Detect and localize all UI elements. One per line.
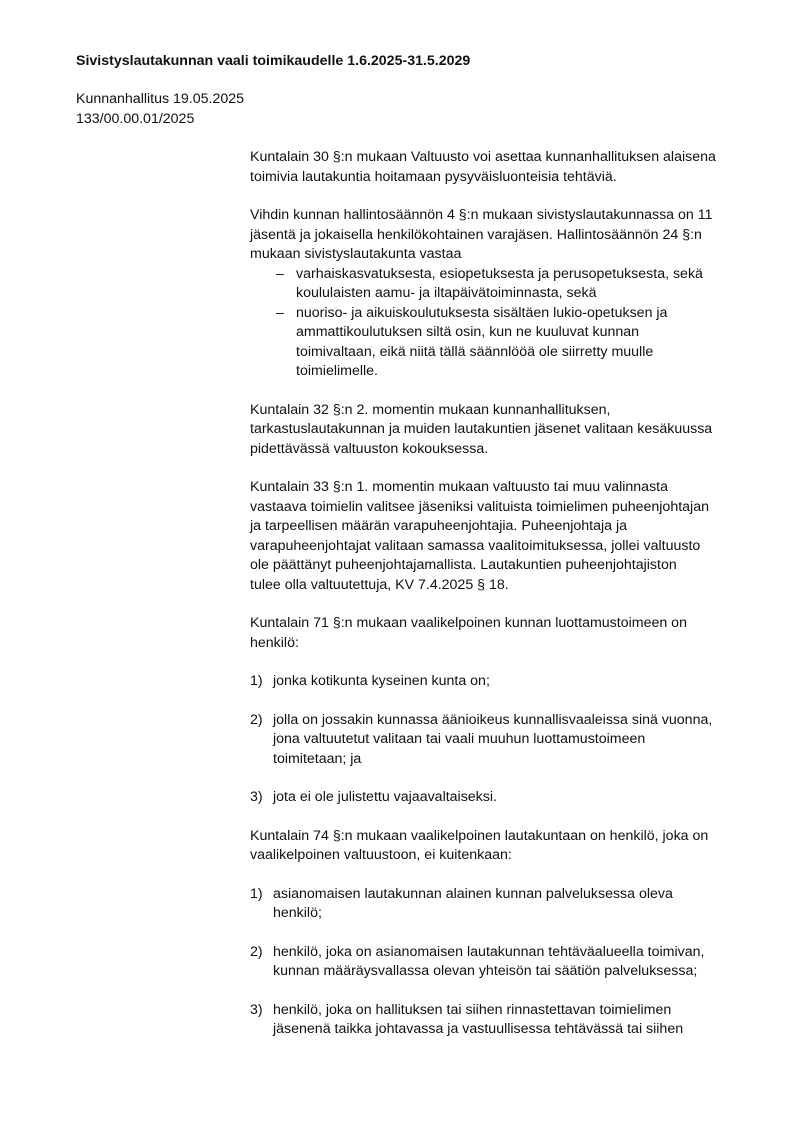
text-line: henkilö;	[273, 905, 322, 921]
text-line: toimielimelle.	[296, 363, 378, 379]
text-line: Kuntalain 33 §:n 1. momentin mukaan valtuusto tai muu valinnasta	[250, 479, 668, 495]
text-line: jolla on jossakin kunnassa äänioikeus kunnallisvaaleissa sinä vuonna,	[273, 711, 713, 728]
item-number: 3)	[250, 1001, 263, 1018]
text-line: Vihdin kunnan hallintosäännön 4 §:n mukaan sivistyslautakunnassa on 11	[250, 207, 713, 223]
item-number: 3)	[250, 789, 263, 805]
item-number: 2)	[250, 711, 263, 728]
dash-bullet: –	[276, 265, 284, 282]
text-line: Kuntalain 30 §:n mukaan Valtuusto voi asettaa kunnanhallituksen alaisena	[250, 149, 716, 165]
item-number: 1)	[250, 885, 263, 902]
text-line: ja tarpeellisen määrän varapuheenjohtajia. Puheenjohtaja ja	[250, 518, 628, 534]
text-line: jäsenenä taikka johtavassa ja vastuullisessa tehtävässä tai siihen	[273, 1021, 684, 1037]
text-line: jona valtuutetut valitaan tai vaali muuhun luottamustoimeen	[273, 731, 646, 747]
document-body	[250, 148, 732, 1059]
numbered-item	[250, 672, 732, 692]
text-line: mukaan sivistyslautakunta vastaa	[250, 246, 462, 262]
paragraph-kuntalaki-74	[250, 827, 732, 866]
responsibility-list	[250, 265, 732, 382]
paragraph-hallintosaanto	[250, 206, 732, 265]
meeting-line: Kunnanhallitus 19.05.2025	[76, 91, 245, 107]
text-line: Kuntalain 71 §:n mukaan vaalikelpoinen kunnan luottamustoimeen on	[250, 615, 687, 631]
document-title: Sivistyslautakunnan vaali toimikaudelle 1.6.2025-31.5.2029	[76, 53, 471, 69]
document-meta	[76, 90, 244, 129]
text-line: koululaisten aamu- ja iltapäivätoiminnasta, sekä	[296, 285, 597, 301]
item-number: 2)	[250, 943, 263, 960]
text-line: toimivia lautakuntia hoitamaan pysyväisluonteisia tehtäviä.	[250, 168, 617, 185]
text-line: henkilö:	[250, 634, 299, 651]
text-line: varapuheenjohtajat valitaan samassa vaalitoimituksessa, jollei valtuusto	[250, 537, 701, 554]
text-line: vastaava toimielin valitsee jäseniksi valituista toimielimen puheenjohtajan	[250, 498, 709, 515]
text-line: nuoriso- ja aikuiskoulutuksesta sisältäen lukio-opetuksen ja	[296, 304, 668, 321]
numbered-item	[250, 788, 732, 808]
numbered-item	[250, 1001, 732, 1040]
text-line: jäsentä ja jokaisella henkilökohtainen varajäsen. Hallintosäännön 24 §:n	[250, 226, 702, 243]
text-line: ammattikoulutuksen siltä osin, kun ne kuuluvat kunnan	[296, 324, 640, 340]
text-line: varhaiskasvatuksesta, esiopetuksesta ja perusopetuksesta, sekä	[296, 265, 703, 282]
text-line: toimivaltaan, eikä niitä tällä säännlööä ole siirretty muulle	[296, 343, 654, 360]
item-number: 1)	[250, 673, 263, 689]
list-item	[250, 265, 732, 304]
paragraph-kuntalaki-71	[250, 614, 732, 653]
text-line: vaalikelpoinen valtuustoon, ei kuitenkaan:	[250, 847, 512, 863]
text-line: Kuntalain 74 §:n mukaan vaalikelpoinen lautakuntaan on henkilö, joka on	[250, 827, 709, 844]
text-line: tarkastuslautakunnan ja muiden lautakuntien jäsenet valitaan kesäkuussa	[250, 421, 713, 437]
text-line: tulee olla valtuutettuja, KV 7.4.2025 § 18.	[250, 576, 509, 593]
text-line: ole päättänyt puheenjohtajamallista. Lautakuntien puheenjohtajiston	[250, 557, 677, 573]
list-item	[250, 304, 732, 382]
text-line: henkilö, joka on asianomaisen lautakunnan tehtäväalueella toimivan,	[273, 943, 705, 960]
text-line: jonka kotikunta kyseinen kunta on;	[273, 673, 490, 689]
numbered-item	[250, 885, 732, 924]
case-number: 133/00.00.01/2025	[76, 110, 195, 127]
paragraph-kuntalaki-30	[250, 148, 732, 187]
text-line: kunnan määräysvallassa olevan yhteisön tai säätiön palveluksessa;	[273, 963, 698, 979]
text-line: asianomaisen lautakunnan alainen kunnan palveluksessa oleva	[273, 885, 673, 902]
text-line: pidettävässä valtuuston kokouksessa.	[250, 440, 489, 457]
numbered-item	[250, 943, 732, 982]
text-line: jota ei ole julistettu vajaavaltaiseksi.	[273, 789, 497, 805]
paragraph-kuntalaki-32	[250, 401, 732, 460]
dash-bullet: –	[276, 304, 284, 321]
text-line: henkilö, joka on hallituksen tai siihen rinnastettavan toimielimen	[273, 1001, 672, 1018]
numbered-item	[250, 711, 732, 770]
text-line: Kuntalain 32 §:n 2. momentin mukaan kunnanhallituksen,	[250, 401, 611, 418]
text-line: toimitetaan; ja	[273, 750, 362, 767]
paragraph-kuntalaki-33	[250, 478, 732, 595]
